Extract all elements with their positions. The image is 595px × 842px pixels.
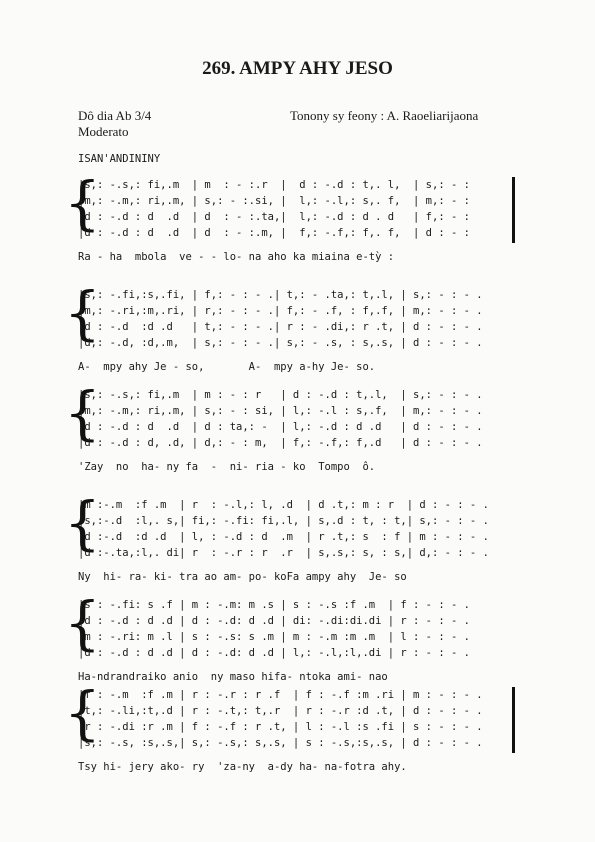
lyric-line: Tsy hi- jery ako- ry 'za-ny a-dy ha- na-fotra ahy. <box>78 761 407 773</box>
lyric-line: 'Zay no ha- ny fa - ni- ria - ko Tompo ô. <box>78 461 376 473</box>
system-brace: { <box>64 679 101 747</box>
lyric-line: Ha-ndrandraiko anio ny maso hifa- ntoka ami- nao <box>78 671 388 683</box>
bass-line: |s,: -.s, :s,.s,| s,: -.s,: s,.s, | s : -.s,:s,.s, | d : - : - . <box>78 737 483 749</box>
key-signature: Dô dia Ab 3/4 <box>78 108 152 123</box>
alto-line: |m,: -.m,: ri,.m, | s,: - : si, | l,: -.l : s,.f, | m,: - : - . <box>78 405 483 417</box>
soprano-line: |s,: -.s,: fi,.m | m : - : r | d : -.d : t,.l, | s,: - : - . <box>78 389 483 401</box>
alto-line: |m,: -.m,: ri,.m, | s,: - :.si, | l,: -.l,: s,. f, | m,: - : <box>78 195 483 207</box>
system-brace: { <box>64 379 101 447</box>
soprano-line: |s,: -.s,: fi,.m | m : - :.r | d : -.d : t,. l, | s,: - : <box>78 179 483 191</box>
composer-credit: Tonony sy feony : A. Raoeliarijaona <box>290 108 479 123</box>
bass-line: |d :-.ta,:l,. di| r : -.r : r .r | s,.s,: s, : s,| d,: - : - . <box>78 547 489 559</box>
section-label: ISAN'ANDININY <box>78 153 161 165</box>
soprano-line: |m :-.m :f .m | r : -.l,: l, .d | d .t,: m : r | d : - : - . <box>78 499 489 511</box>
system-brace: { <box>64 489 101 557</box>
bass-line: |d : -.d : d .d | d : -.d: d .d | l,: -.l,:l,.di | r : - : - . <box>78 647 470 659</box>
final-barline <box>512 687 515 753</box>
tenor-line: |r : -.di :r .m | f : -.f : r .t, | l : -.l :s .fi | s : - : - . <box>78 721 483 733</box>
tenor-line: |d :-.d :d .d | l, : -.d : d .m | r .t,: s : f | m : - : - . <box>78 531 489 543</box>
alto-line: |m,: -.ri,:m,.ri, | r,: - : - .| f,: - .f, : f,.f, | m,: - : - . <box>78 305 483 317</box>
system-brace: { <box>64 589 101 657</box>
tenor-line: |d : -.d : d .d | d : - :.ta,| l,: -.d : d . d | f,: - : <box>78 211 483 223</box>
system-brace: { <box>64 279 101 347</box>
bass-line: |d : -.d : d .d | d : - :.m, | f,: -.f,: f,. f, | d : - : <box>78 227 483 239</box>
lyric-line: Ny hi- ra- ki- tra ao am- po- koFa ampy ahy Je- so <box>78 571 407 583</box>
bass-line: |d : -.d : d, .d, | d,: - : m, | f,: -.f,: f,.d | d : - : - . <box>78 437 483 449</box>
tenor-line: |d : -.d : d .d | d : ta,: - | l,: -.d : d .d | d : - : - . <box>78 421 483 433</box>
soprano-line: |f : -.m :f .m | r : -.r : r .f | f : -.f :m .ri | m : - : - . <box>78 689 483 701</box>
tenor-line: |d : -.d :d .d | t,: - : - .| r : - .di,: r .t, | d : - : - . <box>78 321 483 333</box>
system-brace: { <box>64 169 101 237</box>
tempo-marking: Moderato <box>78 124 129 139</box>
soprano-line: |s : -.fi: s .f | m : -.m: m .s | s : -.s :f .m | f : - : - . <box>78 599 470 611</box>
final-barline <box>512 177 515 243</box>
hymn-title: 269. AMPY AHY JESO <box>202 58 393 79</box>
bass-line: |d,: -.d, :d,.m, | s,: - : - .| s,: - .s, : s,.s, | d : - : - . <box>78 337 483 349</box>
lyric-line: Ra - ha mbola ve - - lo- na aho ka miaina e-tỳ : <box>78 251 395 263</box>
lyric-line: A- mpy ahy Je - so, A- mpy a-hy Je- so. <box>78 361 376 373</box>
tenor-line: |m : -.ri: m .l | s : -.s: s .m | m : -.m :m .m | l : - : - . <box>78 631 470 643</box>
alto-line: |s,:-.d :l,. s,| fi,: -.fi: fi,.l, | s,.d : t, : t,| s,: - : - . <box>78 515 489 527</box>
soprano-line: |s,: -.fi,:s,.fi, | f,: - : - .| t,: - .ta,: t,.l, | s,: - : - . <box>78 289 483 301</box>
alto-line: |d : -.d : d .d | d : -.d: d .d | di: -.di:di.di | r : - : - . <box>78 615 470 627</box>
alto-line: |t,: -.li,:t,.d | r : -.t,: t,.r | r : -.r :d .t, | d : - : - . <box>78 705 483 717</box>
